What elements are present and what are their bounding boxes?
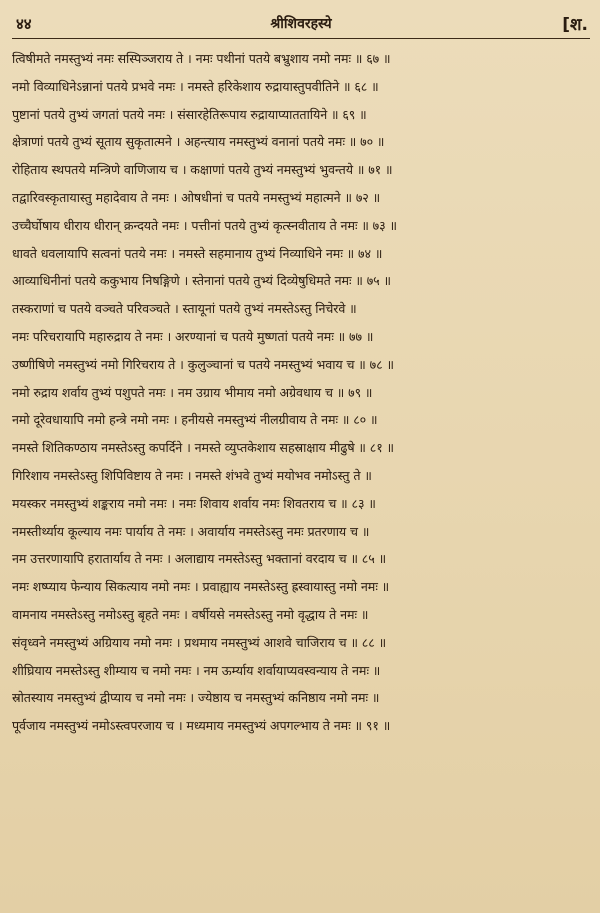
verse-line: नमो दूरेवधायापि नमो हन्त्रे नमो नमः । हनीयसे नमस्तुभ्यं नीलग्रीवाय ते नमः ॥ ८० ॥ xyxy=(12,412,378,428)
verse-line: तद्वारिवस्कृतायास्तु महादेवाय ते नमः । ओषधीनां च पतये नमस्तुभ्यं महात्मने ॥ ७२ ॥ xyxy=(12,189,381,205)
verse-line: उच्चैर्घोषाय धीराय धीरान् क्रन्दयते नमः । पत्तीनां पतये तुभ्यं कृत्स्नवीताय ते नमः ॥ ७३ ॥ xyxy=(12,217,397,233)
verse-line: नमस्ते शितिकण्ठाय नमस्तेऽस्तु कपर्दिने । नमस्ते व्युप्तकेशाय सहस्राक्षाय मीढुषे ॥ ८१ ॥ xyxy=(12,440,395,456)
verse-line: पुष्टानां पतये तुभ्यं जगतां पतये नमः । संसारहेतिरूपाय रुद्रायाप्याततायिने ॥ ६९ ॥ xyxy=(12,106,367,122)
verse-line: नमः शष्प्याय फेन्याय सिकत्याय नमो नमः । प्रवाह्याय नमस्तेऽस्तु ह्रस्वायास्तु नमो नमः ॥ xyxy=(12,579,390,595)
page-header xyxy=(12,8,590,39)
verse-line: शीघ्रियाय नमस्तेऽस्तु शीम्याय च नमो नमः । नम ऊर्म्याय शर्वायाप्यवस्वन्याय ते नमः ॥ xyxy=(12,662,381,678)
verse-line: आव्याधिनीनां पतये ककुभाय निषङ्गिणे । स्तेनानां पतये तुभ्यं दिव्येषुधिमते नमः ॥ ७५ ॥ xyxy=(12,273,391,289)
verse-line: संवृध्वने नमस्तुभ्यं अग्रियाय नमो नमः । प्रथमाय नमस्तुभ्यं आशवे चाजिराय च ॥ ८८ ॥ xyxy=(12,634,387,650)
verse-line: स्रोतस्याय नमस्तुभ्यं द्वीप्याय च नमो नमः । ज्येष्ठाय च नमस्तुभ्यं कनिष्ठाय नमो नमः ॥ xyxy=(12,690,380,706)
verse-line: नमः परिचरायापि महारुद्राय ते नमः । अरण्यानां च पतये मुष्णतां पतये नमः ॥ ७७ ॥ xyxy=(12,328,374,344)
verse-text xyxy=(12,45,590,740)
verse-line: क्षेत्राणां पतये तुभ्यं सूताय सुकृतात्मने । अहन्त्याय नमस्तुभ्यं वनानां पतये नमः ॥ ७० ॥ xyxy=(12,134,385,150)
running-title: श्रीशिवरहस्ये xyxy=(270,16,332,32)
verse-line: नमो विव्याधिनेऽन्नानां पतये प्रभवे नमः । नमस्ते हरिकेशाय रुद्रायास्तुपवीतिने ॥ ६८ ॥ xyxy=(12,78,379,94)
verse-line: रोहिताय स्थपतये मन्त्रिणे वाणिजाय च । कक्षाणां पतये तुभ्यं नमस्तुभ्यं भुवन्तये ॥ ७१ ॥ xyxy=(12,162,393,178)
verse-line: उष्णीषिणे नमस्तुभ्यं नमो गिरिचराय ते । कुलुञ्चानां च पतये नमस्तुभ्यं भवाय च ॥ ७८ ॥ xyxy=(12,356,394,372)
verse-line: नमो रुद्राय शर्वाय तुभ्यं पशुपते नमः । नम उग्राय भीमाय नमो अग्रेवधाय च ॥ ७९ ॥ xyxy=(12,384,373,400)
verse-line: पूर्वजाय नमस्तुभ्यं नमोऽस्त्वपरजाय च । मध्यमाय नमस्तुभ्यं अपगल्भाय ते नमः ॥ ९१ ॥ xyxy=(12,718,391,734)
verse-line: गिरिशाय नमस्तेऽस्तु शिपिविष्टाय ते नमः । नमस्ते शंभवे तुभ्यं मयोभव नमोऽस्तु ते ॥ xyxy=(12,467,372,483)
verse-line: तस्कराणां च पतये वञ्चते परिवञ्चते । स्तायूनां पतये तुभ्यं नमस्तेऽस्तु निचेरवे ॥ xyxy=(12,301,357,317)
verse-line: नम उत्तरणायापि हरातार्याय ते नमः । अलाद्याय नमस्तेऽस्तु भक्तानां वरदाय च ॥ ८५ ॥ xyxy=(12,551,387,567)
page-number: ४४ xyxy=(16,15,32,33)
verse-line: त्विषीमते नमस्तुभ्यं नमः सस्पिञ्जराय ते । नमः पथीनां पतये बभ्रुशाय नमो नमः ॥ ६७ ॥ xyxy=(12,51,391,66)
verse-line: मयस्कर नमस्तुभ्यं शङ्कराय नमो नमः । नमः शिवाय शर्वाय नमः शिवतराय च ॥ ८३ ॥ xyxy=(12,495,376,511)
verse-line: नमस्तीर्थ्याय कूल्याय नमः पार्याय ते नमः । अवार्याय नमस्तेऽस्तु नमः प्रतरणाय च ॥ xyxy=(12,523,370,539)
verse-line: धावते धवलायापि सत्वनां पतये नमः । नमस्ते सहमानाय तुभ्यं निव्याधिने नमः ॥ ७४ ॥ xyxy=(12,245,383,261)
section-mark: [श. xyxy=(562,15,588,35)
verse-line: वामनाय नमस्तेऽस्तु नमोऽस्तु बृहते नमः । वर्षीयसे नमस्तेऽस्तु नमो वृद्धाय ते नमः ॥ xyxy=(12,606,369,622)
